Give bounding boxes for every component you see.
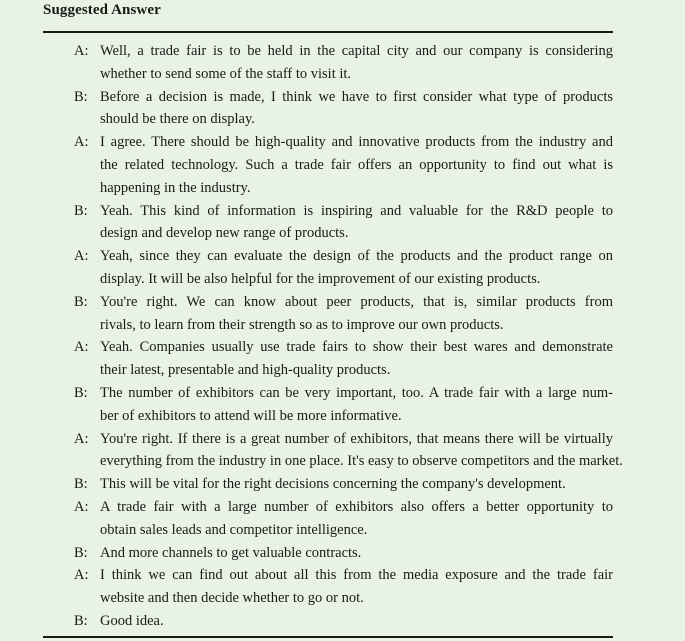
utterance-line: Good idea. [100,613,164,629]
speaker-label: A: [74,499,89,515]
utterance-line: Yeah. Companies usually use trade fairs to show their best wares and demonstrate [100,339,613,356]
speaker-label: A: [74,43,89,59]
utterance-line: whether to send some of the staff to visit it. [100,65,352,82]
utterance-line: A trade fair with a large number of exhibitors also offers a better opportunity to [100,499,613,515]
utterance-line: happening in the industry. [100,179,251,196]
speaker-label: A: [74,430,89,447]
utterance-line: I agree. There should be high-quality and innovative products from the industry and [100,134,613,151]
bottom-divider [43,636,613,638]
speaker-label: A: [74,567,89,584]
speaker-label: B: [74,385,88,401]
utterance-line: design and develop new range of products. [100,225,349,242]
speaker-label: A: [74,248,89,265]
speaker-label: B: [74,293,88,310]
utterance-line: everything from the industry in one place. It's easy to observe competitors and the market. [100,453,623,470]
speaker-label: B: [74,476,88,493]
utterance-line: the related technology. Such a trade fair offers an opportunity to find out what is [100,157,613,173]
utterance-line: Before a decision is made, I think we have to first consider what type of products [100,88,613,105]
speaker-label: B: [74,202,88,219]
utterance-line: obtain sales leads and competitor intelligence. [100,521,368,538]
utterance-line: ber of exhibitors to attend will be more informative. [100,407,402,424]
utterance-line: website and then decide whether to go or not. [100,590,364,607]
page-title: Suggested Answer [43,2,161,18]
utterance-line: Well, a trade fair is to be held in the capital city and our company is considering [100,43,613,59]
utterance-line: should be there on display. [100,111,255,128]
utterance-line: You're right. We can know about peer products, that is, similar products from [100,293,613,310]
utterance-line: I think we can find out about all this from the media exposure and the trade fair [100,567,613,584]
utterance-line: rivals, to learn from their strength so as to improve our own products. [100,316,504,333]
speaker-label: A: [74,134,89,151]
utterance-line: You're right. If there is a great number of exhibitors, that means there will be virtually [100,430,613,447]
speaker-label: B: [74,88,88,105]
utterance-line: And more channels to get valuable contracts. [100,544,362,561]
speaker-label: A: [74,339,89,356]
utterance-line: their latest, presentable and high-quality products. [100,362,391,379]
speaker-label: B: [74,544,88,561]
utterance-line: display. It will be also helpful for the improvement of our existing products. [100,271,541,287]
speaker-label: B: [74,613,88,629]
utterance-line: The number of exhibitors can be very important, too. A trade fair with a large num- [100,385,613,401]
utterance-line: Yeah. This kind of information is inspiring and valuable for the R&D people to [100,202,613,219]
utterance-line: Yeah, since they can evaluate the design of the products and the product range on [100,248,613,265]
utterance-line: This will be vital for the right decisions concerning the company's development. [100,476,566,493]
